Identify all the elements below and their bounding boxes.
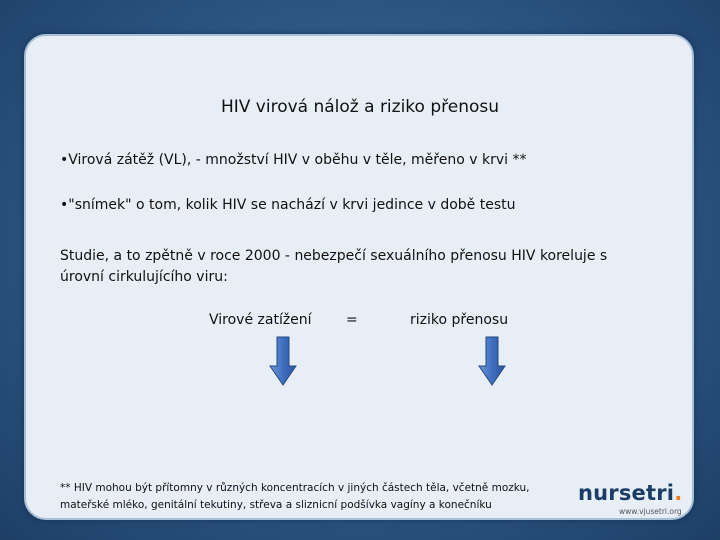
- logo-dot: .: [674, 481, 683, 505]
- slide-title: HIV virová nálož a riziko přenosu: [220, 97, 500, 117]
- bullet-viral-load: •Virová zátěž (VL), - množství HIV v oběhu v těle, měřeno v krvi **: [60, 152, 527, 168]
- footnote: ** HIV mohou být přítomny v různých koncentracích v jiných částech těla, včetně mozku, mateřské mléko, genitální tekutiny, střeva a sliznicní podšívka vagíny a konečníku: [60, 482, 530, 511]
- nursetri-logo: [578, 481, 682, 505]
- logo-text: nursetri: [578, 481, 675, 505]
- logo-url: www.vjusetri.org: [619, 507, 682, 516]
- arrow-down-icon: [269, 336, 297, 386]
- relation-right-label: riziko přenosu: [410, 312, 509, 328]
- relation-left-label: Virové zatížení: [209, 312, 312, 328]
- relation-operator: =: [346, 312, 358, 328]
- arrow-down-icon: [478, 336, 506, 386]
- bullet-snapshot: •"snímek" o tom, kolik HIV se nachází v krvi jedince v době testu: [60, 197, 516, 213]
- study-paragraph: Studie, a to zpětně v roce 2000 - nebezpečí sexuálního přenosu HIV koreluje s úrovní cirkulujícího viru:: [60, 248, 608, 285]
